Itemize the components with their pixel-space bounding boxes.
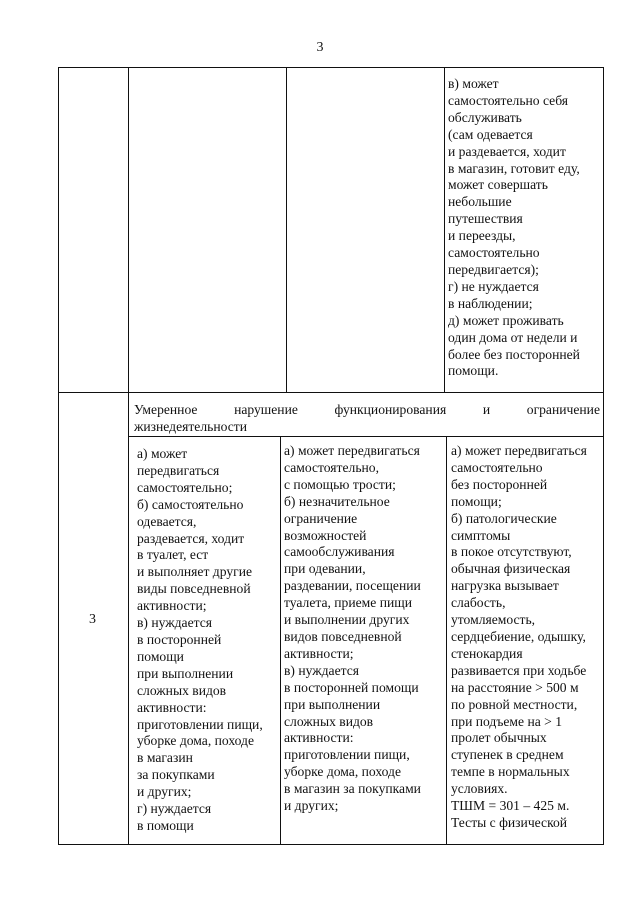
title-word: функционирования xyxy=(334,402,447,417)
column-divider-3b xyxy=(446,436,447,845)
criteria-table xyxy=(58,67,604,845)
title-word: нарушение xyxy=(234,402,298,417)
column-divider-2 xyxy=(286,67,287,393)
row3-title-line1 xyxy=(134,401,600,418)
page-number: 3 xyxy=(316,40,324,55)
column-divider-3 xyxy=(444,67,445,393)
row3-title xyxy=(134,401,600,435)
row3-title-line2: жизнедеятельности xyxy=(134,419,247,434)
row-divider xyxy=(58,392,604,393)
row3-col2-text: а) может передвигаться самостоятельно, с помощью трости; б) незначительное ограничение возможностей самообслуживания при одевании, раздевании, посещении туалета, приеме пищи и выполнении других видов повседневной активности; в) нуждается в посторонней помощи при выполнении сложных видов активности: приготовлении пищи, уборке дома, походе в магазин за покупками и других; xyxy=(284,443,421,814)
row3-number: 3 xyxy=(89,612,96,627)
row3-col3-text: а) может передвигаться самостоятельно без посторонней помощи; б) патологические симптомы в покое отсутствуют, обычная физическая нагрузка вызывает слабость, утомляемость, сердцебиение, одышку, стенокардия развивается при ходьбе на расстояние > 500 м по ровной местности, при подъеме на > 1 пролет обычных ступенек в среднем темпе в нормальных условиях. ТШМ = 301 – 425 м. Тесты с физической xyxy=(451,443,587,830)
prev-row-col3-text: в) может самостоятельно себя обслуживать (сам одевается и раздевается, ходит в магазин, готовит еду, может совершать небольшие путешествия и переезды, самостоятельно передвигается); г) не нуждается в наблюдении; д) может проживать один дома от недели и более без посторонней помощи. xyxy=(448,76,580,379)
title-word: и xyxy=(482,402,491,417)
table-top-border xyxy=(58,67,604,68)
subheader-divider xyxy=(128,436,604,437)
table-right-border xyxy=(603,67,604,845)
title-word: ограничение xyxy=(526,402,600,417)
title-word: Умеренное xyxy=(134,402,198,417)
table-bottom-border xyxy=(58,844,604,845)
table-left-border xyxy=(58,67,59,845)
row3-col1-text: а) может передвигаться самостоятельно; б) самостоятельно одевается, раздевается, ходит в туалет, ест и выполняет другие виды повседневной активности; в) нуждается в посторонней помощи при выполнении сложных видов активности: приготовлении пищи, уборке дома, походе в магазин за покупками и других; г) нуждается в помощи xyxy=(137,446,263,833)
column-divider-1 xyxy=(128,67,129,845)
